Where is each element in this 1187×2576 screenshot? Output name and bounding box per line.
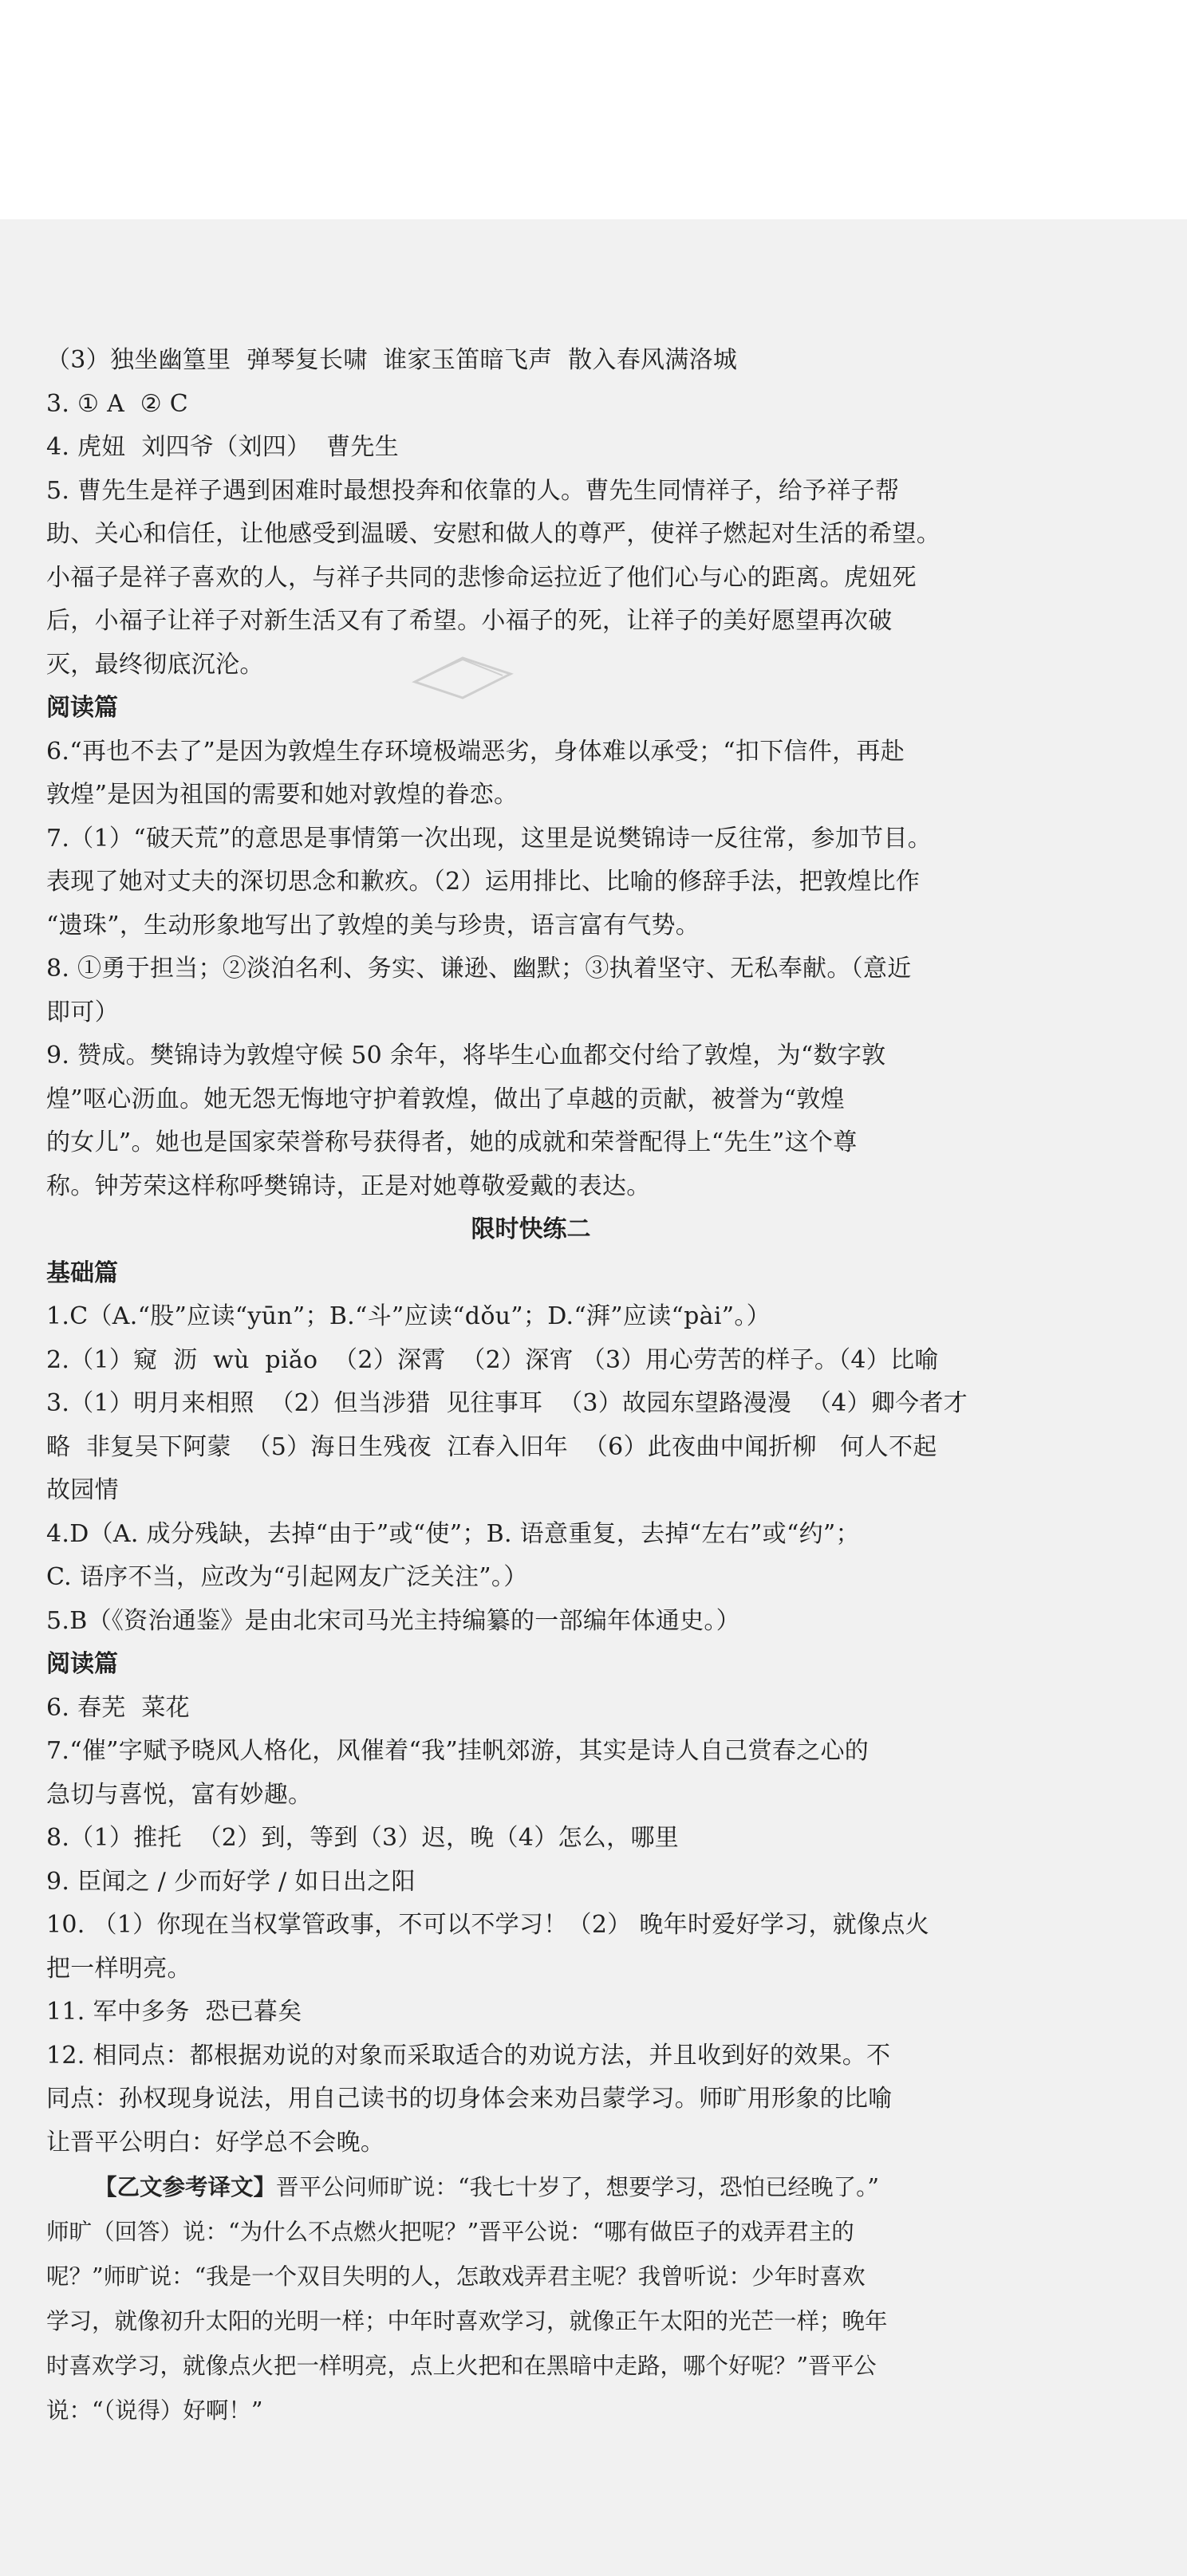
text-line: 5. 曹先生是祥子遇到困难时最想投奔和依靠的人。曹先生同情祥子，给予祥子帮 bbox=[46, 476, 900, 505]
text-line: 12. 相同点：都根据劝说的对象而采取适合的劝说方法，并且收到好的效果。不 bbox=[46, 2041, 891, 2070]
text-line: 让晋平公明白：好学总不会晚。 bbox=[46, 2128, 385, 2157]
text-line: 灭，最终彻底沉沦。 bbox=[46, 650, 264, 679]
text-line: 3.（1）明月来相照 （2）但当涉猎 见往事耳 （3）故园东望路漫漫 （4）卿今者才 bbox=[46, 1389, 968, 1417]
text-line: 小福子是祥子喜欢的人，与祥子共同的悲惨命运拉近了他们心与心的距离。虎妞死 bbox=[46, 563, 917, 592]
text-line: 表现了她对丈夫的深切思念和歉疚。（2）运用排比、比喻的修辞手法，把敦煌比作 bbox=[46, 868, 921, 896]
text-line: 1.C（A.“股”应读“yūn”；B.“斗”应读“dǒu”；D.“湃”应读“pài”。） bbox=[46, 1302, 771, 1330]
text-line: 6. 春芜 菜花 bbox=[46, 1693, 190, 1722]
translation-first-line bbox=[46, 2164, 1015, 2210]
text-line: 时喜欢学习，就像点火把一样明亮，点上火把和在黑暗中走路，哪个好呢？”晋平公 bbox=[46, 2353, 877, 2379]
text-line: 5.B（《资治通鉴》是由北宋司马光主持编纂的一部编年体通史。） bbox=[46, 1606, 740, 1635]
text-line: 称。钟芳荣这样称呼樊锦诗，正是对她尊敬爱戴的表达。 bbox=[46, 1172, 651, 1200]
section-heading-basic: 基础篇 bbox=[46, 1258, 118, 1287]
text-line: 把一样明亮。 bbox=[46, 1954, 191, 1983]
text-line: 10. （1）你现在当权掌管政事，不可以不学习！（2） 晚年时爱好学习，就像点火 bbox=[46, 1911, 929, 1939]
text-line: 即可） bbox=[46, 998, 119, 1026]
practice-title: 限时快练二 bbox=[471, 1215, 591, 1243]
top-blank-area bbox=[0, 0, 1187, 219]
text-line: （3）独坐幽篁里 弹琴复长啸 谁家玉笛暗飞声 散入春风满洛城 bbox=[46, 346, 738, 374]
text-line: 敦煌”是因为祖国的需要和她对敦煌的眷恋。 bbox=[46, 781, 519, 809]
answers-part-4 bbox=[46, 1687, 1015, 2165]
answers-part-3 bbox=[46, 1295, 1015, 1643]
text-line: 4.D（A. 成分残缺，去掉“由于”或“使”；B. 语意重复，去掉“左右”或“约”； bbox=[46, 1519, 860, 1548]
text-line: 助、关心和信任，让他感受到温暖、安慰和做人的尊严，使祥子燃起对生活的希望。 bbox=[46, 520, 941, 548]
text-line: 11. 军中多务 恐已暮矣 bbox=[46, 1998, 302, 2026]
text-line: 8. ①勇于担当；②淡泊名利、务实、谦逊、幽默；③执着坚守、无私奉献。（意近 bbox=[46, 955, 912, 983]
text-line: 8.（1）推托 （2）到，等到（3）迟，晚（4）怎么，哪里 bbox=[46, 1824, 680, 1852]
text-line: 3. ① A ② C bbox=[46, 389, 189, 418]
reference-translation bbox=[46, 2164, 1015, 2433]
text-line: “遗珠”，生动形象地写出了敦煌的美与珍贵，语言富有气势。 bbox=[46, 911, 700, 939]
answer-content bbox=[46, 339, 1015, 2433]
text-line: 急切与喜悦，富有妙趣。 bbox=[46, 1780, 313, 1809]
text-line: 的女儿”。她也是国家荣誉称号获得者，她的成就和荣誉配得上“先生”这个尊 bbox=[46, 1128, 858, 1156]
text-line: 9. 赞成。樊锦诗为敦煌守候 50 余年，将毕生心血都交付给了敦煌，为“数字敦 bbox=[46, 1042, 886, 1069]
text-line: 2.（1）窥 沥 wù piǎo （2）深霄 （2）深宵 （3）用心劳苦的样子。（4）比喻 bbox=[46, 1345, 939, 1374]
text-line: 煌”呕心沥血。她无怨无悔地守护着敦煌，做出了卓越的贡献，被誉为“敦煌 bbox=[46, 1085, 845, 1113]
text-line: 6.“再也不去了”是因为敦煌生存环境极端恶劣，身体难以承受；“扣下信件，再赴 bbox=[46, 737, 905, 766]
text-line: 学习，就像初升太阳的光明一样；中年时喜欢学习，就像正午太阳的光芒一样；晚年 bbox=[46, 2308, 888, 2334]
text-line: 故园情 bbox=[46, 1476, 119, 1504]
translation-lines bbox=[46, 2210, 1015, 2433]
text-line: 同点：孙权现身说法，用自己读书的切身体会来劝吕蒙学习。师旷用形象的比喻 bbox=[46, 2085, 893, 2113]
text-line: 4. 虎妞 刘四爷（刘四） 曹先生 bbox=[46, 433, 400, 461]
text-line: 略 非复吴下阿蒙 （5）海日生残夜 江春入旧年 （6）此夜曲中闻折柳 何人不起 bbox=[46, 1432, 937, 1461]
text-line: 7.（1）“破天荒”的意思是事情第一次出现，这里是说樊锦诗一反往常，参加节目。 bbox=[46, 824, 933, 853]
section-heading-reading-2: 阅读篇 bbox=[46, 1650, 118, 1678]
section-heading-reading: 阅读篇 bbox=[46, 694, 118, 722]
text-line: 9. 臣闻之 / 少而好学 / 如日出之阳 bbox=[46, 1867, 416, 1896]
document-page bbox=[0, 219, 1187, 2576]
answers-part-1 bbox=[46, 339, 1015, 687]
text-line: C. 语序不当，应改为“引起网友广泛关注”。） bbox=[46, 1563, 528, 1591]
text-line: 后，小福子让祥子对新生活又有了希望。小福子的死，让祥子的美好愿望再次破 bbox=[46, 607, 893, 635]
text-line: 说：“（说得）好啊！” bbox=[46, 2397, 263, 2424]
translation-first-text: 晋平公问师旷说：“我七十岁了，想要学习，恐怕已经晚了。” bbox=[276, 2174, 879, 2200]
answers-part-2 bbox=[46, 731, 1015, 1209]
text-line: 7.“催”字赋予晓风人格化，风催着“我”挂帆郊游，其实是诗人自己赏春之心的 bbox=[46, 1737, 870, 1765]
text-line: 师旷（回答）说：“为什么不点燃火把呢？”晋平公说：“哪有做臣子的戏弄君主的 bbox=[46, 2219, 854, 2245]
translation-label: 【乙文参考译文】 bbox=[94, 2173, 277, 2200]
text-line: 呢？”师旷说：“我是一个双目失明的人，怎敢戏弄君主呢？我曾听说：少年时喜欢 bbox=[46, 2263, 866, 2290]
